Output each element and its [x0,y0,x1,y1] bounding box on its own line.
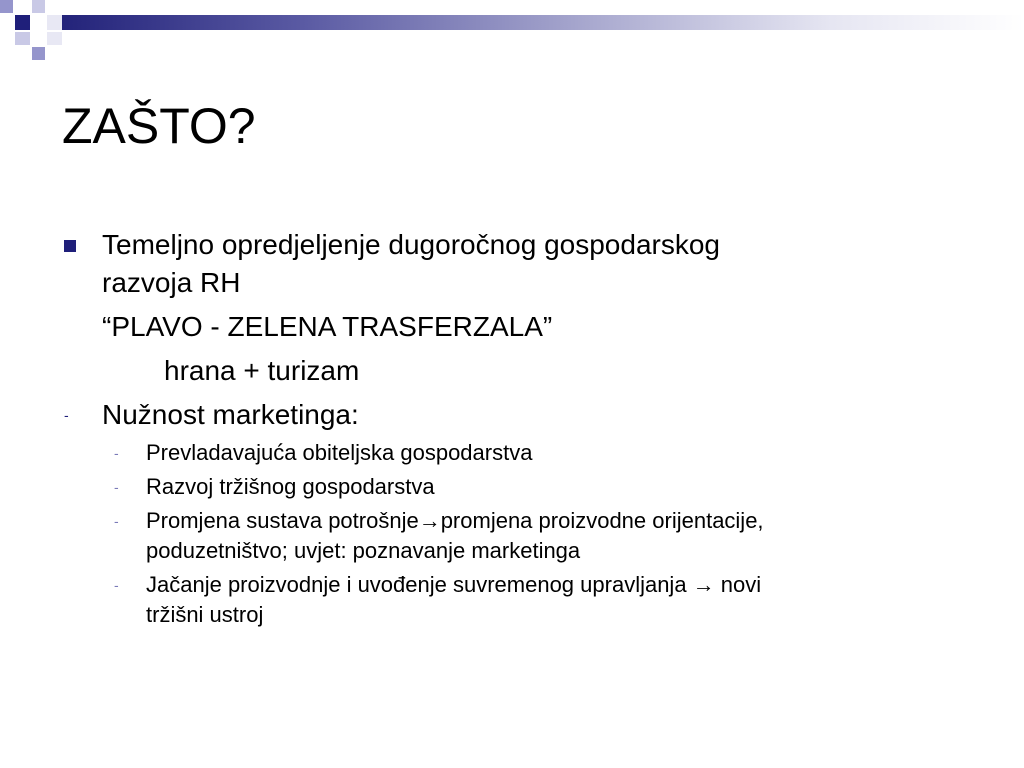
bullet-continuation: “PLAVO - ZELENA TRASFERZALA” [102,311,553,342]
header-decoration [0,0,1024,64]
sub-bullet-item [62,438,962,468]
sub-bullet-text: poduzetništvo; uvjet: poznavanje marketinga [146,538,581,563]
sub-bullet-text: Razvoj tržišnog gospodarstva [146,474,435,499]
deco-square [32,0,45,13]
deco-square [15,32,30,45]
deco-square [47,32,62,45]
dash-bullet-icon: - [114,577,119,593]
header-gradient-bar [62,15,1024,30]
sub-bullet-item [62,472,962,502]
bullet-item [62,226,962,302]
bullet-item [62,396,962,434]
sub-bullet-text: tržišni ustroj [146,602,264,627]
dash-bullet-icon: - [114,513,119,529]
sub-bullet-item [62,570,962,630]
deco-square [32,47,45,60]
dash-bullet-icon: - [64,407,69,423]
bullet-text-line: razvoja RH [102,267,241,298]
sub-bullet-item [62,506,962,566]
dash-bullet-icon: - [114,479,119,495]
deco-square [15,15,30,30]
deco-square [47,15,62,30]
dash-bullet-icon: - [114,445,119,461]
deco-square [0,0,13,13]
sub-bullet-text: Jačanje proizvodnje i uvođenje suvremenog upravljanja → novi [146,572,762,597]
slide-content [62,226,962,630]
slide-title: ZAŠTO? [62,98,256,154]
sub-bullet-text: Promjena sustava potrošnje→promjena proizvodne orijentacije, [146,508,764,533]
bullet-continuation: hrana + turizam [164,355,360,386]
bullet-text-line: Temeljno opredjeljenje dugoročnog gospodarskog [102,229,720,260]
square-bullet-icon [64,240,76,252]
sub-bullet-text: Prevladavajuća obiteljska gospodarstva [146,440,533,465]
bullet-text-line: Nužnost marketinga: [102,399,359,430]
